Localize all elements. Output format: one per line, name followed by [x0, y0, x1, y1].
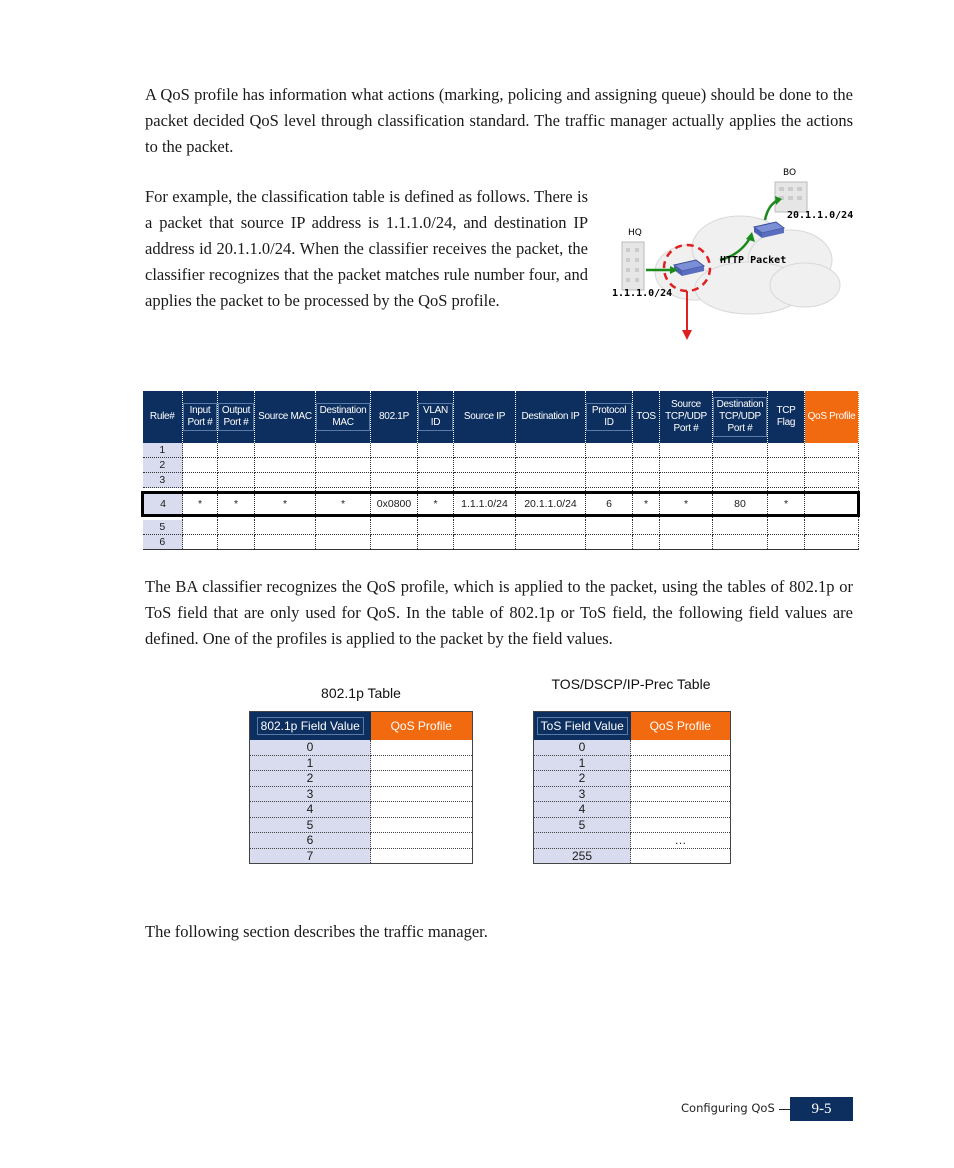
field-value-row — [534, 817, 731, 833]
header-8021p: 802.1P — [371, 391, 418, 443]
field-value-cell: 1 — [250, 755, 371, 771]
field-value-row — [534, 786, 731, 802]
rule-cell — [586, 443, 633, 458]
rule-cell — [218, 443, 255, 458]
rule-cell: * — [418, 493, 454, 516]
rule-cell — [255, 458, 316, 473]
rule-cell — [586, 520, 633, 535]
qos-profile-cell — [371, 771, 473, 787]
intro-paragraph: A QoS profile has information what actions (marking, policing and assigning queue) should be done to the packet decided QoS level through classification standard. The traffic manager actually applies the actions to the packet. — [145, 85, 853, 156]
rule-cell — [633, 473, 660, 488]
qos-profile-cell — [371, 755, 473, 771]
qos-profile-cell — [371, 833, 473, 849]
rule-cell — [805, 443, 859, 458]
rule-cell — [633, 520, 660, 535]
field-value-row — [534, 802, 731, 818]
rule-cell — [371, 520, 418, 535]
header-destination-ip: Destination IP — [516, 391, 586, 443]
header-tos-field-value: ToS Field Value — [534, 712, 631, 741]
rule-cell — [454, 520, 516, 535]
rule-row — [143, 535, 859, 550]
field-value-cell: 255 — [534, 848, 631, 864]
field-value-cell: 0 — [534, 740, 631, 755]
field-value-cell: 6 — [250, 833, 371, 849]
rule-row-highlighted — [143, 493, 859, 516]
rule-cell — [454, 458, 516, 473]
rule-number-cell: 6 — [143, 535, 183, 550]
rule-cell — [660, 443, 713, 458]
field-value-cell: 2 — [250, 771, 371, 787]
closing-paragraph: The following section describes the traffic manager. — [145, 922, 488, 941]
rule-cell — [805, 520, 859, 535]
rule-cell — [316, 473, 371, 488]
page-number: 9-5 — [790, 1097, 853, 1121]
header-8021p-field-value: 802.1p Field Value — [250, 712, 371, 741]
rule-cell: * — [183, 493, 218, 516]
rule-cell — [516, 535, 586, 550]
field-value-cell — [534, 833, 631, 849]
rule-cell — [768, 520, 805, 535]
footer-section-title: Configuring QoS — [681, 1101, 775, 1115]
rule-number-cell: 4 — [143, 493, 183, 516]
qos-profile-cell — [371, 817, 473, 833]
rule-cell — [316, 520, 371, 535]
rule-cell — [713, 473, 768, 488]
rule-cell — [418, 458, 454, 473]
rule-table-header — [143, 391, 859, 443]
rule-cell — [255, 535, 316, 550]
classification-rule-table — [141, 391, 860, 550]
rule-cell — [183, 473, 218, 488]
rule-cell — [768, 473, 805, 488]
rule-cell: * — [633, 493, 660, 516]
bo-building-icon — [775, 182, 807, 212]
rule-cell — [633, 535, 660, 550]
rule-cell — [768, 443, 805, 458]
field-value-row — [250, 755, 473, 771]
rule-cell — [183, 520, 218, 535]
qos-profile-cell — [631, 848, 731, 864]
network-diagram — [600, 160, 870, 350]
header-8021p-qos-profile: QoS Profile — [371, 712, 473, 741]
rule-cell — [633, 443, 660, 458]
field-value-cell: 5 — [250, 817, 371, 833]
rule-cell — [316, 458, 371, 473]
rule-cell: 1.1.1.0/24 — [454, 493, 516, 516]
rule-cell — [454, 443, 516, 458]
rule-cell — [633, 458, 660, 473]
rule-cell — [418, 443, 454, 458]
field-value-row — [250, 802, 473, 818]
http-packet-label: HTTP Packet — [720, 255, 787, 266]
rule-cell: 6 — [586, 493, 633, 516]
header-destination-mac: Destination MAC — [316, 391, 371, 443]
rule-cell — [255, 520, 316, 535]
field-value-cell: 2 — [534, 771, 631, 787]
rule-cell — [183, 535, 218, 550]
rule-cell — [218, 535, 255, 550]
rule-row — [143, 520, 859, 535]
example-paragraph: For example, the classification table is defined as follows. There is a packet that source IP address is 1.1.1.0/24, and destination IP address id 20.1.1.0/24. When the classifier receives the packet, the classifier recognizes that the packet matches rule number four, and applies the packet to be processed by the QoS profile. — [145, 187, 588, 310]
field-value-cell: 3 — [534, 786, 631, 802]
rule-cell: * — [316, 493, 371, 516]
rule-cell — [316, 535, 371, 550]
rule-cell — [316, 443, 371, 458]
header-source-port: Source TCP/UDP Port # — [660, 391, 713, 443]
rule-cell — [768, 535, 805, 550]
rule-number-cell: 3 — [143, 473, 183, 488]
rule-cell — [371, 473, 418, 488]
rule-cell — [418, 473, 454, 488]
qos-profile-cell — [631, 802, 731, 818]
rule-cell — [805, 535, 859, 550]
rule-cell — [805, 493, 859, 516]
header-input-port: Input Port # — [183, 391, 218, 443]
red-down-arrow-icon — [682, 330, 692, 340]
field-value-row — [534, 848, 731, 864]
rule-cell — [805, 458, 859, 473]
rule-cell: 0x0800 — [371, 493, 418, 516]
rule-row — [143, 473, 859, 488]
field-value-row — [250, 833, 473, 849]
qos-profile-cell — [371, 740, 473, 755]
rule-cell: * — [218, 493, 255, 516]
qos-profile-cell — [371, 848, 473, 864]
header-tos: TOS — [633, 391, 660, 443]
qos-profile-cell — [631, 817, 731, 833]
rule-cell — [183, 443, 218, 458]
field-value-row — [250, 771, 473, 787]
rule-cell — [660, 458, 713, 473]
rule-cell — [660, 473, 713, 488]
field-value-row — [250, 740, 473, 755]
table-8021p-caption: 802.1p Table — [321, 685, 401, 701]
field-value-cell: 4 — [250, 802, 371, 818]
rule-number-cell: 1 — [143, 443, 183, 458]
rule-cell — [183, 458, 218, 473]
qos-profile-cell — [371, 802, 473, 818]
rule-cell — [218, 473, 255, 488]
field-value-cell: 5 — [534, 817, 631, 833]
rule-cell — [516, 520, 586, 535]
field-value-row — [534, 755, 731, 771]
qos-profile-cell — [631, 740, 731, 755]
rule-cell — [371, 458, 418, 473]
rule-cell — [586, 473, 633, 488]
header-protocol-id: Protocol ID — [586, 391, 633, 443]
rule-cell — [255, 443, 316, 458]
rule-cell — [454, 473, 516, 488]
bo-network-label: 20.1.1.0/24 — [787, 210, 854, 221]
header-vlan-id: VLAN ID — [418, 391, 454, 443]
field-value-cell: 1 — [534, 755, 631, 771]
rule-cell — [516, 458, 586, 473]
rule-cell — [713, 535, 768, 550]
rule-cell — [805, 473, 859, 488]
rule-cell — [454, 535, 516, 550]
field-value-cell: 0 — [250, 740, 371, 755]
bo-label: BO — [783, 168, 797, 178]
rule-cell — [713, 520, 768, 535]
field-value-row — [534, 833, 731, 849]
table-8021p — [249, 711, 473, 864]
rule-cell — [218, 520, 255, 535]
field-value-cell: 3 — [250, 786, 371, 802]
rule-cell — [516, 473, 586, 488]
field-value-row — [534, 740, 731, 755]
qos-profile-cell — [371, 786, 473, 802]
rule-cell — [218, 458, 255, 473]
header-tcp-flag: TCP Flag — [768, 391, 805, 443]
rule-number-cell: 2 — [143, 458, 183, 473]
header-source-ip: Source IP — [454, 391, 516, 443]
ba-classifier-paragraph: The BA classifier recognizes the QoS profile, which is applied to the packet, using the tables of 802.1p or ToS field that are only used for QoS. In the table of 802.1p or ToS field, the following field values are defined. One of the profiles is applied to the packet by the field values. — [145, 577, 853, 648]
rule-cell — [660, 520, 713, 535]
header-output-port: Output Port # — [218, 391, 255, 443]
rule-cell: * — [768, 493, 805, 516]
header-rule: Rule# — [143, 391, 183, 443]
qos-profile-cell — [631, 786, 731, 802]
hq-label: HQ — [628, 228, 642, 238]
table-tos — [533, 711, 731, 864]
header-destination-port: Destination TCP/UDP Port # — [713, 391, 768, 443]
field-value-row — [250, 817, 473, 833]
field-value-cell: 4 — [534, 802, 631, 818]
rule-cell — [371, 443, 418, 458]
rule-row — [143, 458, 859, 473]
field-value-cell: 7 — [250, 848, 371, 864]
header-tos-qos-profile: QoS Profile — [631, 712, 731, 741]
qos-profile-cell — [631, 755, 731, 771]
field-value-row — [534, 771, 731, 787]
rule-cell — [768, 458, 805, 473]
rule-cell: * — [255, 493, 316, 516]
rule-cell — [418, 520, 454, 535]
rule-cell — [516, 443, 586, 458]
qos-profile-cell: … — [631, 833, 731, 849]
field-value-row — [250, 848, 473, 864]
rule-cell — [713, 443, 768, 458]
rule-cell — [586, 458, 633, 473]
rule-row — [143, 443, 859, 458]
qos-profile-cell — [631, 771, 731, 787]
hq-building-icon — [622, 242, 644, 290]
footer-rule — [779, 1109, 790, 1110]
rule-cell — [586, 535, 633, 550]
rule-cell — [418, 535, 454, 550]
table-tos-caption: TOS/DSCP/IP-Prec Table — [551, 676, 711, 692]
rule-cell — [371, 535, 418, 550]
rule-cell — [255, 473, 316, 488]
rule-number-cell: 5 — [143, 520, 183, 535]
rule-cell — [713, 458, 768, 473]
rule-cell: * — [660, 493, 713, 516]
header-qos-profile: QoS Profile — [805, 391, 859, 443]
rule-cell: 80 — [713, 493, 768, 516]
field-value-row — [250, 786, 473, 802]
rule-cell — [660, 535, 713, 550]
header-source-mac: Source MAC — [255, 391, 316, 443]
rule-cell: 20.1.1.0/24 — [516, 493, 586, 516]
hq-network-label: 1.1.1.0/24 — [612, 288, 673, 299]
